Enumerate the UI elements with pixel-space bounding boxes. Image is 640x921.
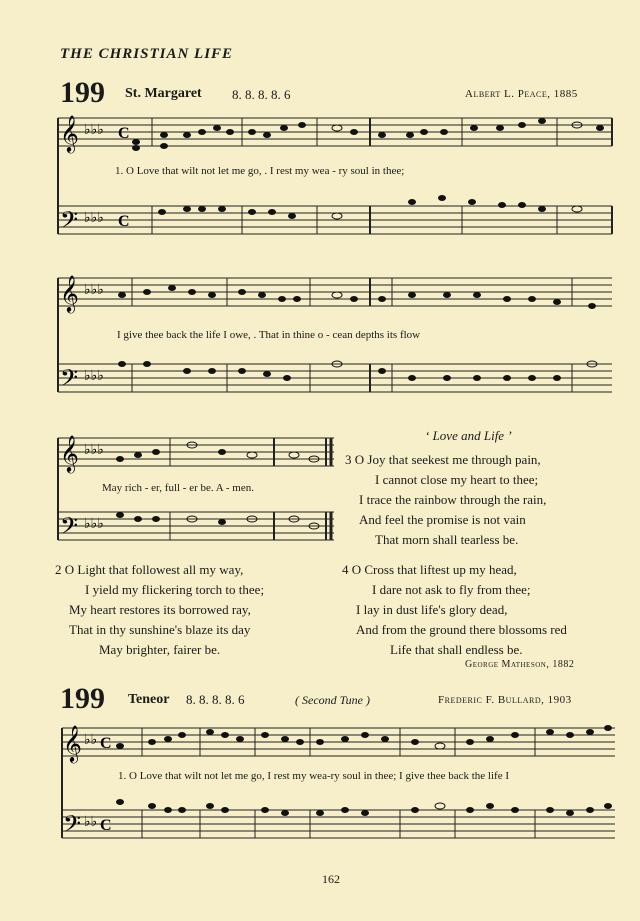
svg-text:♭♭♭: ♭♭♭ [84,369,104,384]
verse-4 [342,560,567,660]
svg-text:𝄢: 𝄢 [60,512,79,545]
music-system-4 [60,710,620,860]
svg-text:♭♭♭: ♭♭♭ [84,443,104,458]
verse-line: I dare not ask to fly from thee; [372,582,531,597]
svg-text:𝄢: 𝄢 [60,206,79,239]
svg-text:♭♭♭: ♭♭♭ [84,211,104,226]
lyric-line-second: 1. O Love that wilt not let me go, I rest my wea-ry soul in thee; I give thee back the life I [118,770,509,782]
verse-line: 3 O Joy that seekest me through pain, [345,452,541,467]
lyric-line-2: I give thee back the life I owe, . That in thine o - cean depths its flow [117,329,421,341]
meter: 8. 8. 8. 8. 6 [232,87,291,102]
svg-text:𝄞: 𝄞 [60,434,79,472]
hymn-number-second: 199 [60,682,105,715]
svg-text:𝄞: 𝄞 [60,274,79,312]
svg-text:C: C [118,213,130,230]
verse-subtitle: ‘ Love and Life ’ [425,428,512,443]
lyric-line-3: May rich - er, full - er be. A - men. [102,482,254,494]
svg-text:♭♭♭: ♭♭♭ [84,283,104,298]
verse-2 [55,560,264,660]
verse-line: That morn shall tearless be. [375,532,519,547]
page-number: 162 [322,872,340,886]
tune-name: St. Margaret [125,86,202,101]
section-title: THE CHRISTIAN LIFE [60,46,234,62]
svg-text:𝄢: 𝄢 [60,364,79,397]
hymn-number: 199 [60,76,105,109]
verse-line: And from the ground there blossoms red [356,622,567,637]
verse-author: George Matheson, 1882 [465,659,575,670]
meter-second: 8. 8. 8. 8. 6 [186,692,245,707]
svg-text:𝄞: 𝄞 [60,114,79,152]
svg-text:♭♭♭: ♭♭♭ [84,517,104,532]
verse-line: May brighter, fairer be. [99,642,221,657]
composer: Albert L. Peace, 1885 [465,88,578,100]
verse-line: I cannot close my heart to thee; [375,472,539,487]
svg-text:C: C [118,125,130,142]
verse-line: I lay in dust life's glory dead, [356,602,508,617]
second-tune-label: ( Second Tune ) [295,693,370,707]
verse-line: Life that shall endless be. [390,642,523,657]
verse-line: That in thy sunshine's blaze its day [69,622,251,637]
svg-text:𝄞: 𝄞 [63,724,82,762]
music-system-1 [52,110,617,255]
verse-3 [345,450,546,550]
svg-text:♭♭♭: ♭♭♭ [84,123,104,138]
music-system-2 [52,270,617,415]
verse-line: 2 O Light that followest all my way, [55,562,244,577]
svg-text:C: C [100,817,112,834]
svg-text:♭♭: ♭♭ [84,733,98,748]
tune-name-second: Teneor [128,692,170,707]
verse-line: And feel the promise is not vain [359,512,526,527]
verse-line: My heart restores its borrowed ray, [69,602,251,617]
verse-line: I yield my flickering torch to thee; [85,582,265,597]
verse-line: 4 O Cross that liftest up my head, [342,562,517,577]
composer-second: Frederic F. Bullard, 1903 [438,694,572,706]
svg-text:♭♭: ♭♭ [84,815,98,830]
svg-text:𝄢: 𝄢 [63,810,82,843]
svg-text:C: C [100,735,112,752]
verse-line: I trace the rainbow through the rain, [359,492,547,507]
lyric-line-1: 1. O Love that wilt not let me go, . I rest my wea - ry soul in thee; [115,165,405,177]
